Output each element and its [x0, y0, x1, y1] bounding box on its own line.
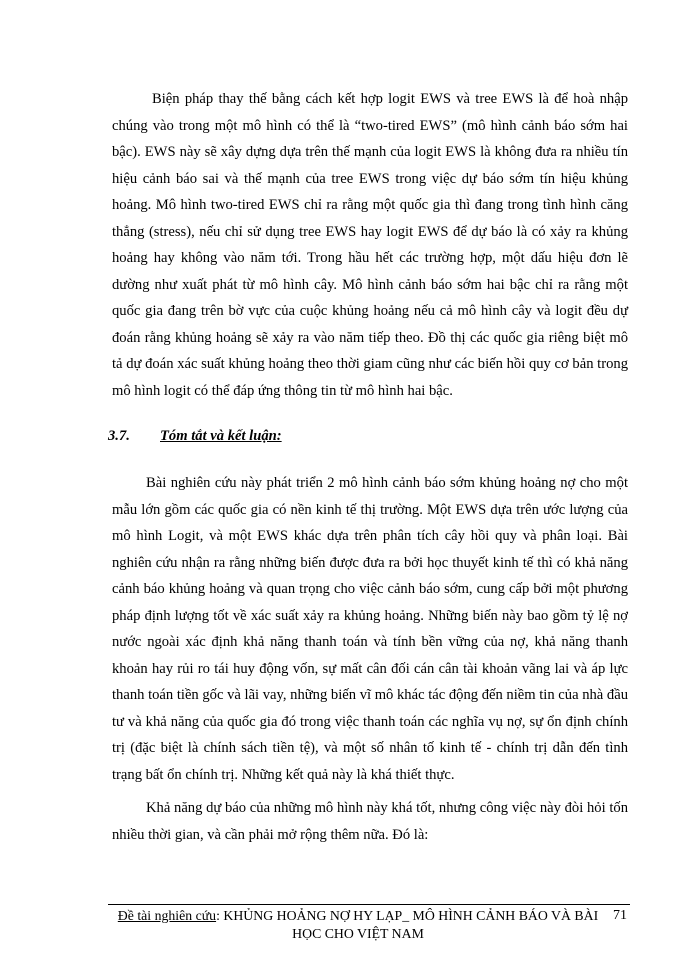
footer-title: : KHỦNG HOẢNG NỢ HY LẠP_ MÔ HÌNH CẢNH BÁO VÀ BÀI HỌC CHO VIỆT NAM [216, 908, 599, 941]
section-number: 3.7. [108, 428, 130, 444]
page-number: 71 [613, 908, 627, 923]
section-title: Tóm tắt và kết luận: [160, 428, 282, 444]
section-heading [108, 428, 282, 445]
footer-divider [108, 904, 630, 905]
body-paragraph-2: Bài nghiên cứu này phát triển 2 mô hình cảnh báo sớm khủng hoảng nợ cho một mẫu lớn gồm các quốc gia có nền kinh tế thị trường. Một EWS dựa trên ước lượng của mô hình Logit, và một EWS khác dựa trên phân tích cây hồi quy và phân loại. Bài nghiên cứu nhận ra rằng những biến được đưa ra bởi học thuyết kinh tế thì có khả năng cảnh báo khủng hoảng và quan trọng cho việc cảnh báo sớm, cung cấp bởi một phương pháp định lượng tốt về xác suất xảy ra khủng hoảng. Những biến này bao gồm tỷ lệ nợ nước ngoài xác định khả năng thanh toán và tính bền vững của nợ, khả năng thanh khoản hay rủi ro tái huy động vốn, sự mất cân đối cán cân tài khoản vãng lai và áp lực thanh toán tiền gốc và lãi vay, những biến vĩ mô khác tác động đến niềm tin của nhà đầu tư và khả năng của quốc gia đó trong việc thanh toán các nghĩa vụ nợ, sự ổn định chính trị (đặc biệt là chính sách tiền tệ), và một số nhân tố kinh tế - chính trị dẫn đến tình trạng bất ổn chính trị. Những kết quả này là khá thiết thực. [112, 475, 628, 783]
page-footer [108, 907, 608, 943]
body-paragraph-3: Khả năng dự báo của những mô hình này khá tốt, nhưng công việc này đòi hỏi tốn nhiều thời gian, và cần phải mở rộng thêm nữa. Đó là: [112, 800, 628, 843]
footer-prefix: Đề tài nghiên cứu [117, 908, 217, 923]
body-paragraph-1: Biện pháp thay thế bằng cách kết hợp logit EWS và tree EWS là để hoà nhập chúng vào trong một mô hình có thể là “two-tired EWS” (mô hình cảnh báo sớm hai bậc). EWS này sẽ xây dựng dựa trên thế mạnh của logit EWS là không đưa ra nhiều tín hiệu cảnh báo sai và thế mạnh của tree EWS trong việc dự báo sớm tín hiệu khủng hoảng. Mô hình two-tired EWS chỉ ra rằng một quốc gia thì đang trong tình hình căng thẳng (stress), nếu chỉ sử dụng tree EWS hay logit EWS để dự báo là có xảy ra khủng hoảng hay không vào năm tới. Trong hầu hết các trường hợp, một dấu hiệu đơn lẽ dường như xuất phát từ mô hình cây. Mô hình cảnh báo sớm hai bậc chỉ ra rằng một quốc gia đang trên bờ vực của cuộc khủng hoảng nếu cả mô hình cây và logit đều dự đoán rằng khủng hoảng sẽ xảy ra vào năm tiếp theo. Đồ thị các quốc gia riêng biệt mô tả dự đoán xác suất khủng hoảng theo thời giam cũng như các biến hồi quy cơ bản trong mô hình logit có thể đáp ứng thông tin từ mô hình hai bậc. [112, 91, 628, 399]
